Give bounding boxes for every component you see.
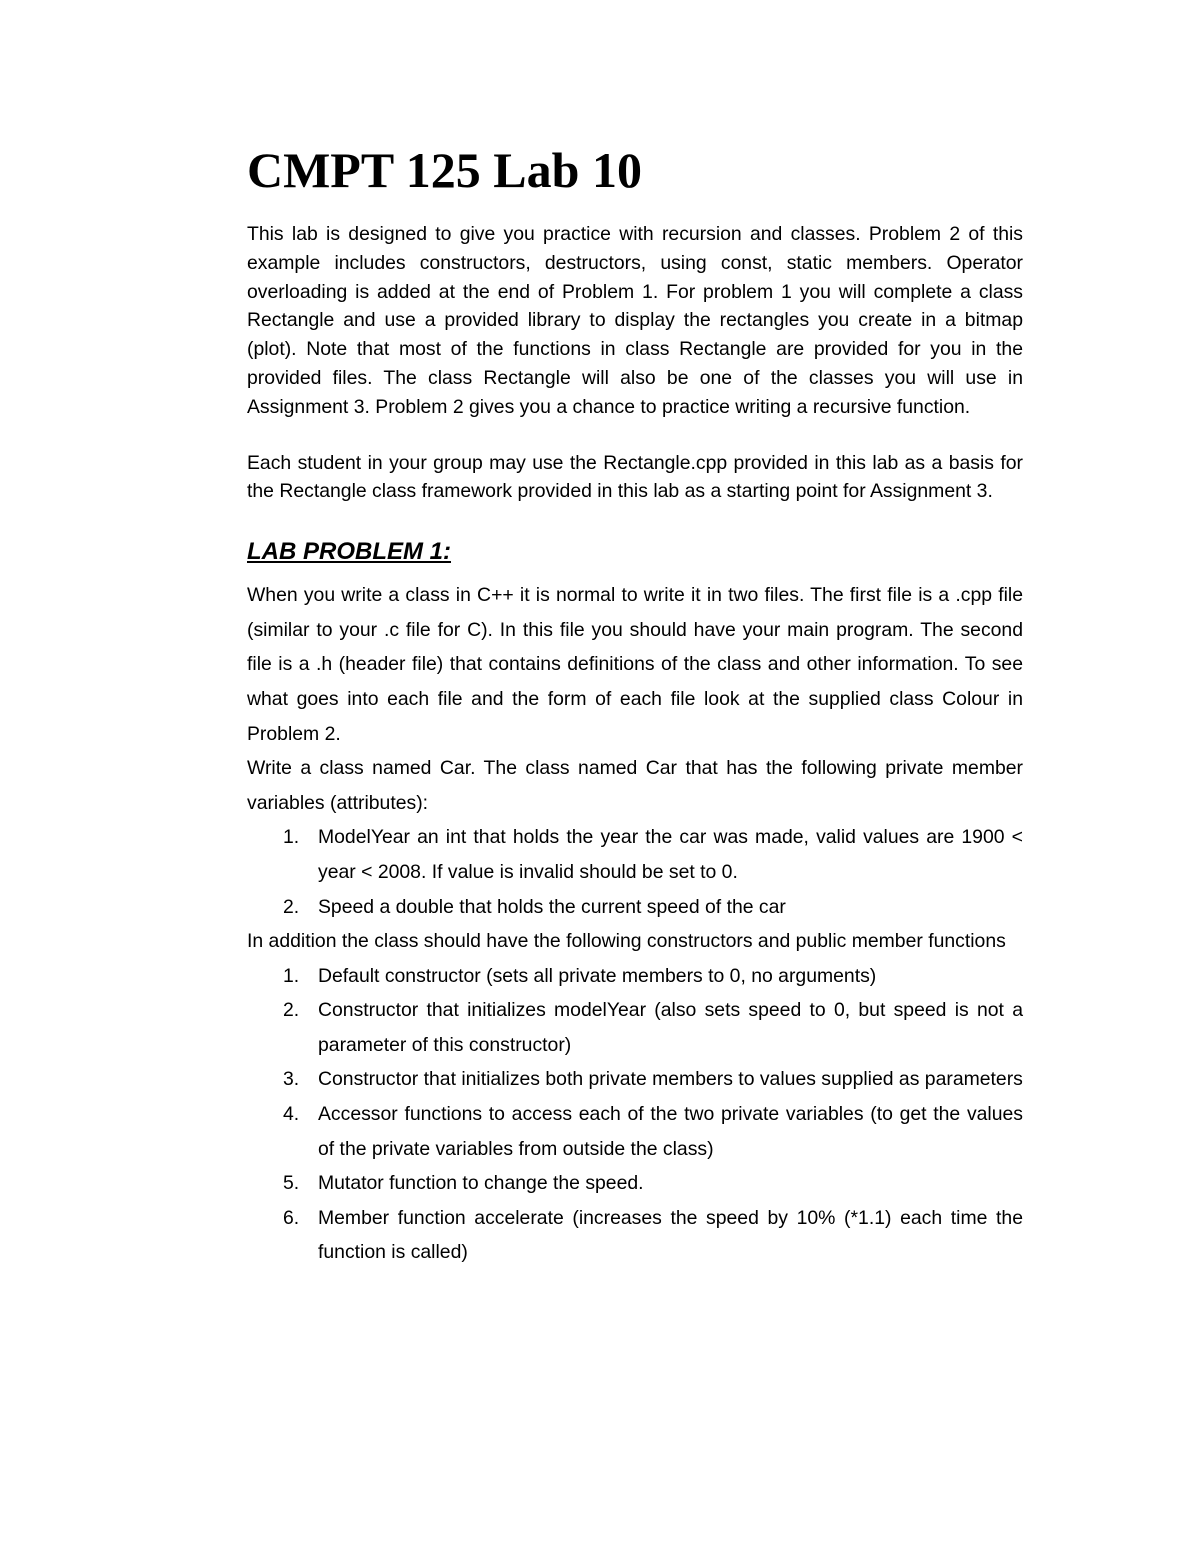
list-item-text: ModelYear an int that holds the year the car was made, valid values are 1900 < year < 2008. If value is invalid should be set to 0. [318, 826, 1023, 883]
list-number: 4. [283, 1103, 300, 1126]
intro-paragraph: Each student in your group may use the Rectangle.cpp provided in this lab as a basis for the Rectangle class framework provided in this lab as a starting point for Assignment 3. [247, 451, 1023, 503]
document-page [247, 140, 1023, 1270]
list-number: 1. [283, 826, 300, 849]
list-number: 1. [283, 964, 300, 987]
problem-paragraph: Write a class named Car. The class named Car that has the following private member variables (attributes): [247, 757, 1023, 814]
section-heading: LAB PROBLEM 1: [247, 538, 451, 566]
list-number: 6. [283, 1206, 300, 1229]
list-item-text: Speed a double that holds the current speed of the car [318, 895, 786, 918]
list-item-text: Mutator function to change the speed. [318, 1172, 644, 1195]
paragraph-gap [247, 422, 1023, 449]
list-number: 2. [283, 895, 300, 918]
list-item-text: Accessor functions to access each of the two private variables (to get the values of the private variables from outside the class) [318, 1103, 1023, 1160]
list-number: 2. [283, 999, 300, 1022]
list-item-text: Constructor that initializes both private members to values supplied as parameters [318, 1068, 1023, 1091]
list-item [247, 993, 1023, 1062]
list-item-text: Member function accelerate (increases the speed by 10% (*1.1) each time the function is called) [318, 1206, 1023, 1264]
list-number: 3. [283, 1068, 300, 1091]
list-item [247, 890, 1023, 925]
document-body [247, 220, 1023, 1270]
functions-list [247, 959, 1023, 1270]
list-item-text: Default constructor (sets all private members to 0, no arguments) [318, 964, 877, 987]
document-title: CMPT 125 Lab 10 [247, 142, 642, 198]
list-item-text: Constructor that initializes modelYear (also sets speed to 0, but speed is not a parameter of this constructor) [318, 999, 1023, 1056]
list-item [247, 959, 1023, 994]
list-number: 5. [283, 1172, 300, 1195]
list-item [247, 820, 1023, 889]
list-item [247, 1166, 1023, 1201]
intro-paragraph: This lab is designed to give you practice with recursion and classes. Problem 2 of this example includes constructors, destructors, using const, static members. Operator overloading is added at the end of Problem 1. For problem 1 you will complete a class Rectangle and use a provided library to display the rectangles you create in a bitmap (plot). Note that most of the functions in class Rectangle are provided for you in the provided files. The class Rectangle will also be one of the classes you will use in Assignment 3. Problem 2 gives you a chance to practice writing a recursive function. [247, 223, 1023, 418]
problem-paragraph: In addition the class should have the following constructors and public member functions [247, 930, 1006, 953]
list-item [247, 1097, 1023, 1166]
attributes-list [247, 820, 1023, 924]
problem-paragraph: When you write a class in C++ it is normal to write it in two files. The first file is a .cpp file (similar to your .c file for C). In this file you should have your main program. The second file is a .h (header file) that contains definitions of the class and other information. To see what goes into each file and the form of each file look at the supplied class Colour in Problem 2. [247, 584, 1023, 745]
list-item [247, 1201, 1023, 1270]
list-item [247, 1062, 1023, 1097]
